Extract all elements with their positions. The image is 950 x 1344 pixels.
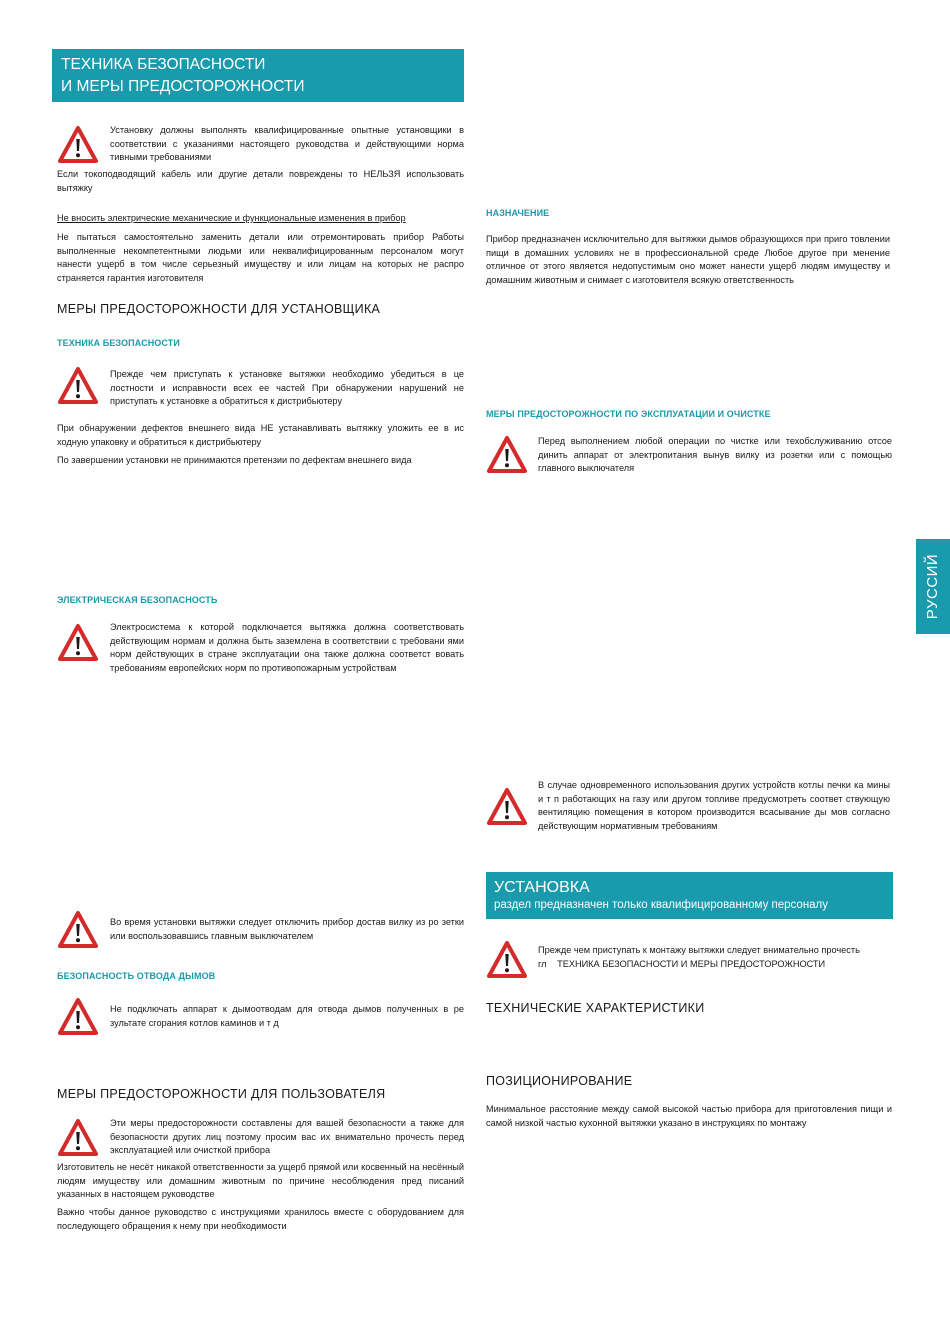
positioning-text: Минимальное расстояние между самой высокой частью прибора для приготовления пищи и самой низкой частью кухонной вытяжки указано в инструкциях по монтажу [486, 1104, 892, 1128]
chapter-reference: ТЕХНИКА БЕЗОПАСНОСТИ И МЕРЫ ПРЕДОСТОРОЖНОСТИ [557, 958, 826, 969]
warning-icon [58, 366, 98, 406]
cleaning-subheading: МЕРЫ ПРЕДОСТОРОЖНОСТИ ПО ЭКСПЛУАТАЦИИ И ОЧИСТКЕ [486, 409, 771, 419]
safety-subheading: ТЕХНИКА БЕЗОПАСНОСТИ [57, 338, 180, 348]
section-banner [52, 49, 464, 102]
warning-icon [487, 787, 527, 827]
cable-text: Если токоподводящий кабель или другие детали повреждены то НЕЛЬЗЯ использовать вытяжку [57, 169, 464, 193]
intro-warning-text: Установку должны выполнять квалифицированные опытные установщики в соответствии с указаниями настоящего руководства и действующими норма тивными требованиями [110, 125, 464, 163]
claims-text: По завершении установки не принимаются претензии по дефектам внешнего вида [57, 455, 412, 465]
warning-icon [487, 940, 527, 980]
user-warning-text: Эти меры предосторожности составлены для вашей безопасности а также для безопасности других лиц поэтому просим вас их внимательно прочесть перед эксплуатацией или очисткой прибора [110, 1118, 464, 1156]
chapter-abbrev: гл [538, 958, 547, 969]
specs-heading: ТЕХНИЧЕСКИЕ ХАРАКТЕРИСТИКИ [486, 1001, 705, 1015]
disconnect-warning-text: Во время установки вытяжки следует отключить прибор достав вилку из ро зетки или воспользовавшись главным выключателем [110, 917, 464, 941]
purpose-text: Прибор предназначен исключительно для вытяжки дымов образующихся при приго товлении пищи в домашних условиях не в профессиональной среде Любое другое при менение отличное от этого является недопустимым оно может нанести ущерб людям имуществу и домашним животным и снимает с изготовителя всякую ответственность [486, 234, 890, 285]
cleaning-warning-text: Перед выполнением любой операции по чистке или техобслуживанию отсое динить аппарат от электропитания вынув вилку из розетки или с помощью главного выключателя [538, 436, 892, 474]
banner-title-line2: И МЕРЫ ПРЕДОСТОРОЖНОСТИ [61, 78, 305, 95]
smoke-warning-text: Не подключать аппарат к дымоотводам для отвода дымов полученных в ре зультате сгорания котлов каминов и т д [110, 1004, 464, 1028]
defects-text: При обнаружении дефектов внешнего вида НЕ устанавливать вытяжку уложить ее в ис ходную упаковку и обратиться к дистрибьютеру [57, 423, 464, 447]
liability-text: Изготовитель не несёт никакой ответственности за ущерб прямой или косвенный на несённый людям имуществу или домашним животным по причине несоблюдения пред писаний указанных в настоящем руководстве [57, 1162, 464, 1200]
warning-icon [58, 125, 98, 165]
positioning-heading: ПОЗИЦИОНИРОВАНИЕ [486, 1074, 633, 1088]
keep-manual-text: Важно чтобы данное руководство с инструкциями хранилось вместе с оборудованием для последующего обращения к нему при необходимости [57, 1207, 464, 1231]
banner-title-line1: ТЕХНИКА БЕЗОПАСНОСТИ [61, 56, 266, 73]
language-tab-label: РУССИЙ [924, 553, 942, 620]
installer-heading: МЕРЫ ПРЕДОСТОРОЖНОСТИ ДЛЯ УСТАНОВЩИКА [57, 302, 381, 316]
install-warning-line2 [538, 958, 892, 972]
install-banner-subtitle: раздел предназначен только квалифицированному персоналу [494, 899, 829, 911]
warning-icon [58, 997, 98, 1037]
user-heading: МЕРЫ ПРЕДОСТОРОЖНОСТИ ДЛЯ ПОЛЬЗОВАТЕЛЯ [57, 1087, 386, 1101]
purpose-subheading: НАЗНАЧЕНИЕ [486, 208, 550, 218]
warning-icon [58, 910, 98, 950]
install-warning-text [538, 944, 892, 971]
language-tab[interactable] [916, 539, 950, 634]
install-banner [486, 872, 893, 919]
electrical-subheading: ЭЛЕКТРИЧЕСКАЯ БЕЗОПАСНОСТЬ [57, 595, 218, 605]
no-repair-text: Не пытаться самостоятельно заменить детали или отремонтировать прибор Работы выполненные некомпетентными людьми или неквалифицированным персоналом могут нанести ущерб в том числе серьезный имуществу и или лицам на которых не распро страняется гарантия изготовителя [57, 232, 464, 283]
gas-warning-text: В случае одновременного использования других устройств котлы печки ка мины и т п работающих на газу или другом топливе предусмотреть соответ ствующую вентиляцию помещения в котором производится всасывание ды мов согласно действующим нормативным требованиям [538, 780, 890, 831]
electrical-warning-text: Электросистема к которой подключается вытяжка должна соответствовать действующим нормам и должна быть заземлена в соответствии с требовани ями норм действующих в стране эксплуатации она также должна соответст вовать требованиям европейских норм по противопожарным устройствам [110, 622, 464, 673]
warning-icon [58, 1118, 98, 1158]
check-warning-text: Прежде чем приступать к установке вытяжки необходимо убедиться в це лостности и исправности всех ее частей При обнаружении нарушений не приступать к установке а обратиться к дистрибьютеру [110, 369, 464, 407]
no-changes-text: Не вносить электрические механические и функциональные изменения в прибор [57, 213, 406, 223]
warning-icon [487, 435, 527, 475]
install-banner-title: УСТАНОВКА [494, 879, 590, 896]
warning-icon [58, 623, 98, 663]
install-warning-line1: Прежде чем приступать к монтажу вытяжки следует внимательно прочесть [538, 945, 860, 955]
smoke-subheading: БЕЗОПАСНОСТЬ ОТВОДА ДЫМОВ [57, 971, 216, 981]
